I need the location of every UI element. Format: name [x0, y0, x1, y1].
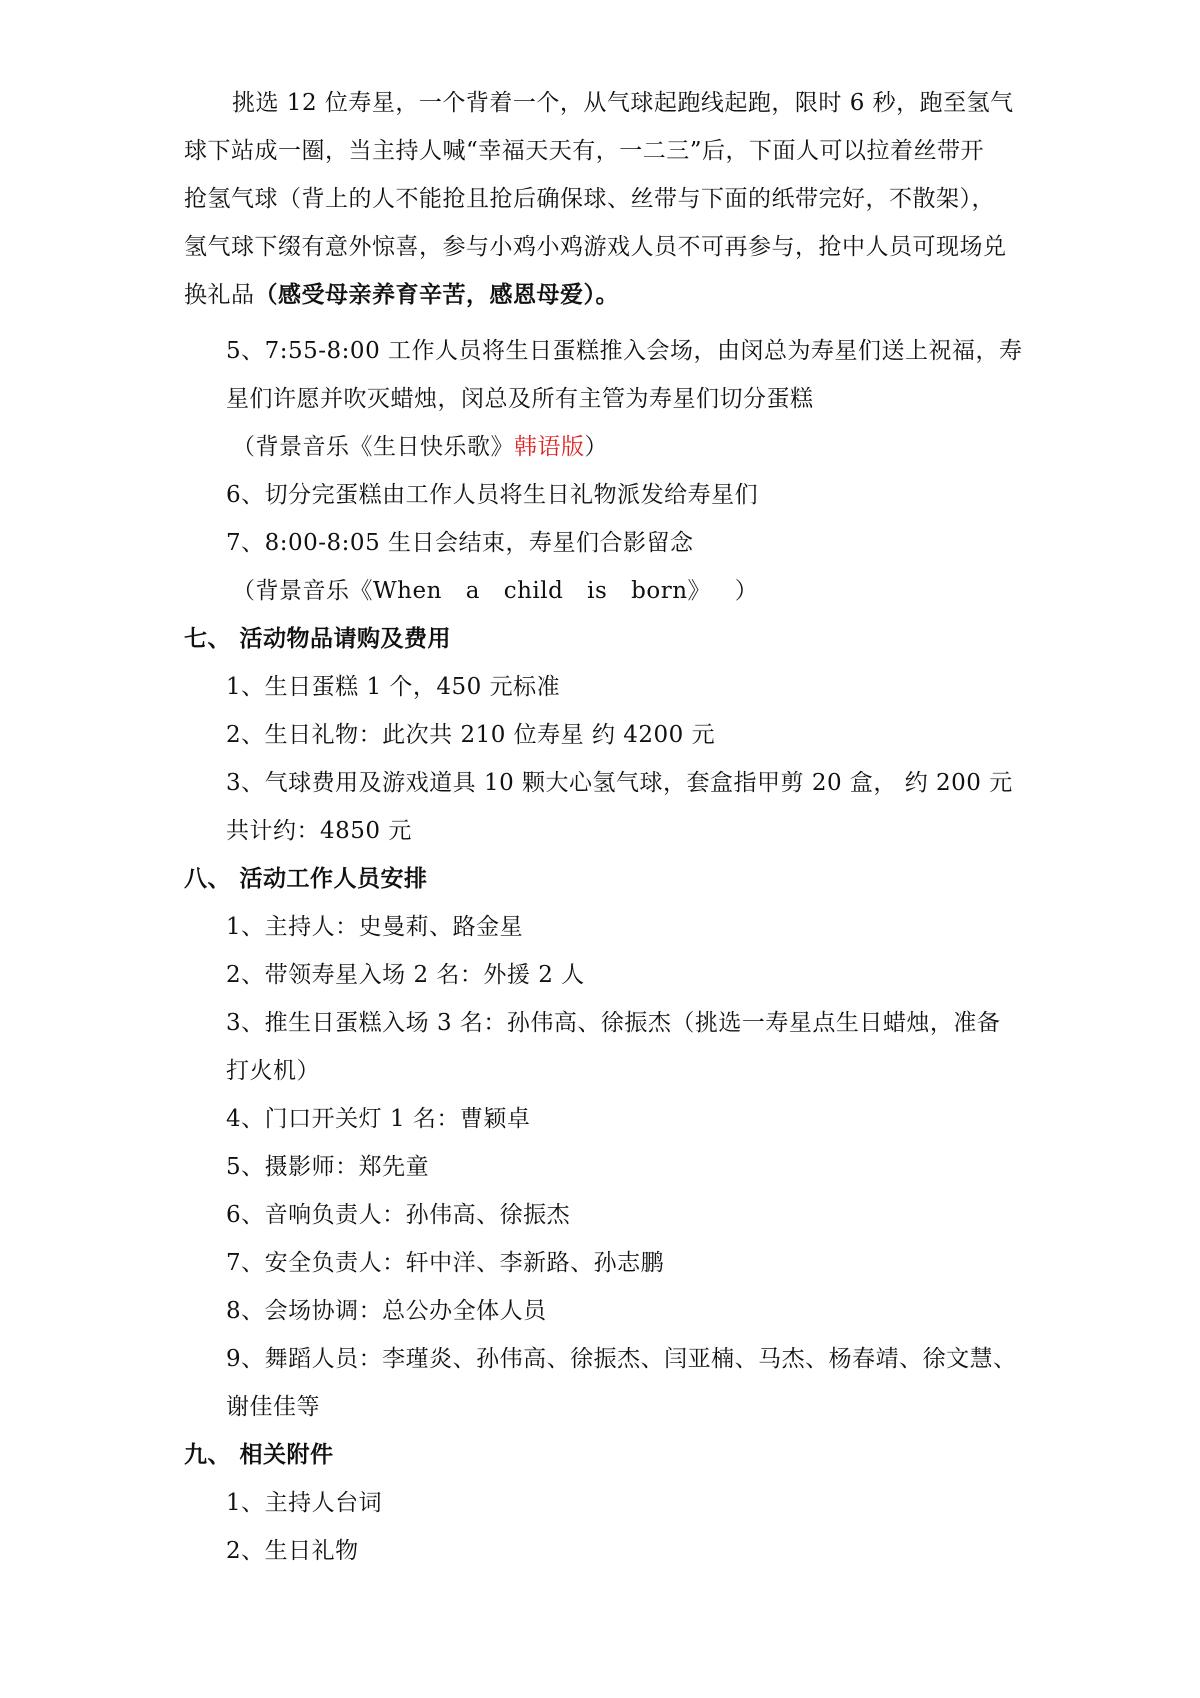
intro-line-5-text: 换礼品	[184, 282, 255, 308]
step-7-music: （背景音乐《When a child is born》 ）	[232, 578, 759, 604]
section-7-item: 2、生日礼物：此次共 210 位寿星 约 4200 元	[226, 722, 716, 748]
step-5-music	[232, 432, 608, 462]
step-5-line-1: 5、7:55-8:00 工作人员将生日蛋糕推入会场，由闵总为寿星们送上祝福，寿	[226, 338, 1023, 364]
section-7-heading: 七、 活动物品请购及费用	[184, 625, 452, 652]
section-8-item: 1、主持人：史曼莉、路金星	[226, 914, 524, 940]
section-8-item: 3、推生日蛋糕入场 3 名：孙伟高、徐振杰（挑选一寿星点生日蜡烛，准备	[226, 1010, 1001, 1036]
step-5-music-suffix: ）	[584, 434, 608, 460]
section-8-heading: 八、 活动工作人员安排	[184, 865, 428, 892]
step-7: 7、8:00-8:05 生日会结束，寿星们合影留念	[226, 530, 694, 556]
step-6: 6、切分完蛋糕由工作人员将生日礼物派发给寿星们	[226, 482, 759, 508]
intro-line-5	[184, 280, 619, 310]
section-8-item: 7、安全负责人：轩中洋、李新路、孙志鹏	[226, 1250, 665, 1276]
section-8-item: 2、带领寿星入场 2 名：外援 2 人	[226, 962, 585, 988]
section-9-heading: 九、 相关附件	[184, 1441, 334, 1468]
step-5-music-version: 韩语版	[514, 434, 585, 460]
step-5-music-prefix: （背景音乐《生日快乐歌》	[232, 434, 514, 460]
section-7-total: 共计约：4850 元	[226, 818, 412, 844]
section-7-item: 1、生日蛋糕 1 个，450 元标准	[226, 674, 561, 700]
intro-line-3: 抢氢气球（背上的人不能抢且抢后确保球、丝带与下面的纸带完好，不散架），	[184, 186, 995, 212]
section-8-item-continued: 谢佳佳等	[226, 1394, 320, 1420]
intro-line-4: 氢气球下缀有意外惊喜，参与小鸡小鸡游戏人员不可再参与，抢中人员可现场兑	[184, 234, 1007, 260]
section-8-item: 6、音响负责人：孙伟高、徐振杰	[226, 1202, 571, 1228]
section-8-item: 9、舞蹈人员：李瑾炎、孙伟高、徐振杰、闫亚楠、马杰、杨春靖、徐文慧、	[226, 1346, 1017, 1372]
intro-line-5-emphasis: （感受母亲养育辛苦，感恩母爱）。	[254, 281, 619, 308]
section-9-item: 1、主持人台词	[226, 1490, 383, 1516]
section-8-item: 5、摄影师：郑先童	[226, 1154, 430, 1180]
section-8-item: 8、会场协调：总公办全体人员	[226, 1298, 547, 1324]
intro-line-1: 挑选 12 位寿星，一个背着一个，从气球起跑线起跑，限时 6 秒，跑至氢气	[232, 90, 1014, 116]
intro-line-2: 球下站成一圈，当主持人喊“幸福天天有，一二三”后，下面人可以拉着丝带开	[184, 138, 985, 164]
section-8-item-continued: 打火机）	[226, 1058, 320, 1084]
section-9-item: 2、生日礼物	[226, 1538, 359, 1564]
section-8-item: 4、门口开关灯 1 名：曹颖卓	[226, 1106, 531, 1132]
step-5-line-2: 星们许愿并吹灭蜡烛，闵总及所有主管为寿星们切分蛋糕	[226, 386, 814, 412]
section-7-item: 3、气球费用及游戏道具 10 颗大心氢气球，套盒指甲剪 20 盒， 约 200 元	[226, 770, 1013, 796]
